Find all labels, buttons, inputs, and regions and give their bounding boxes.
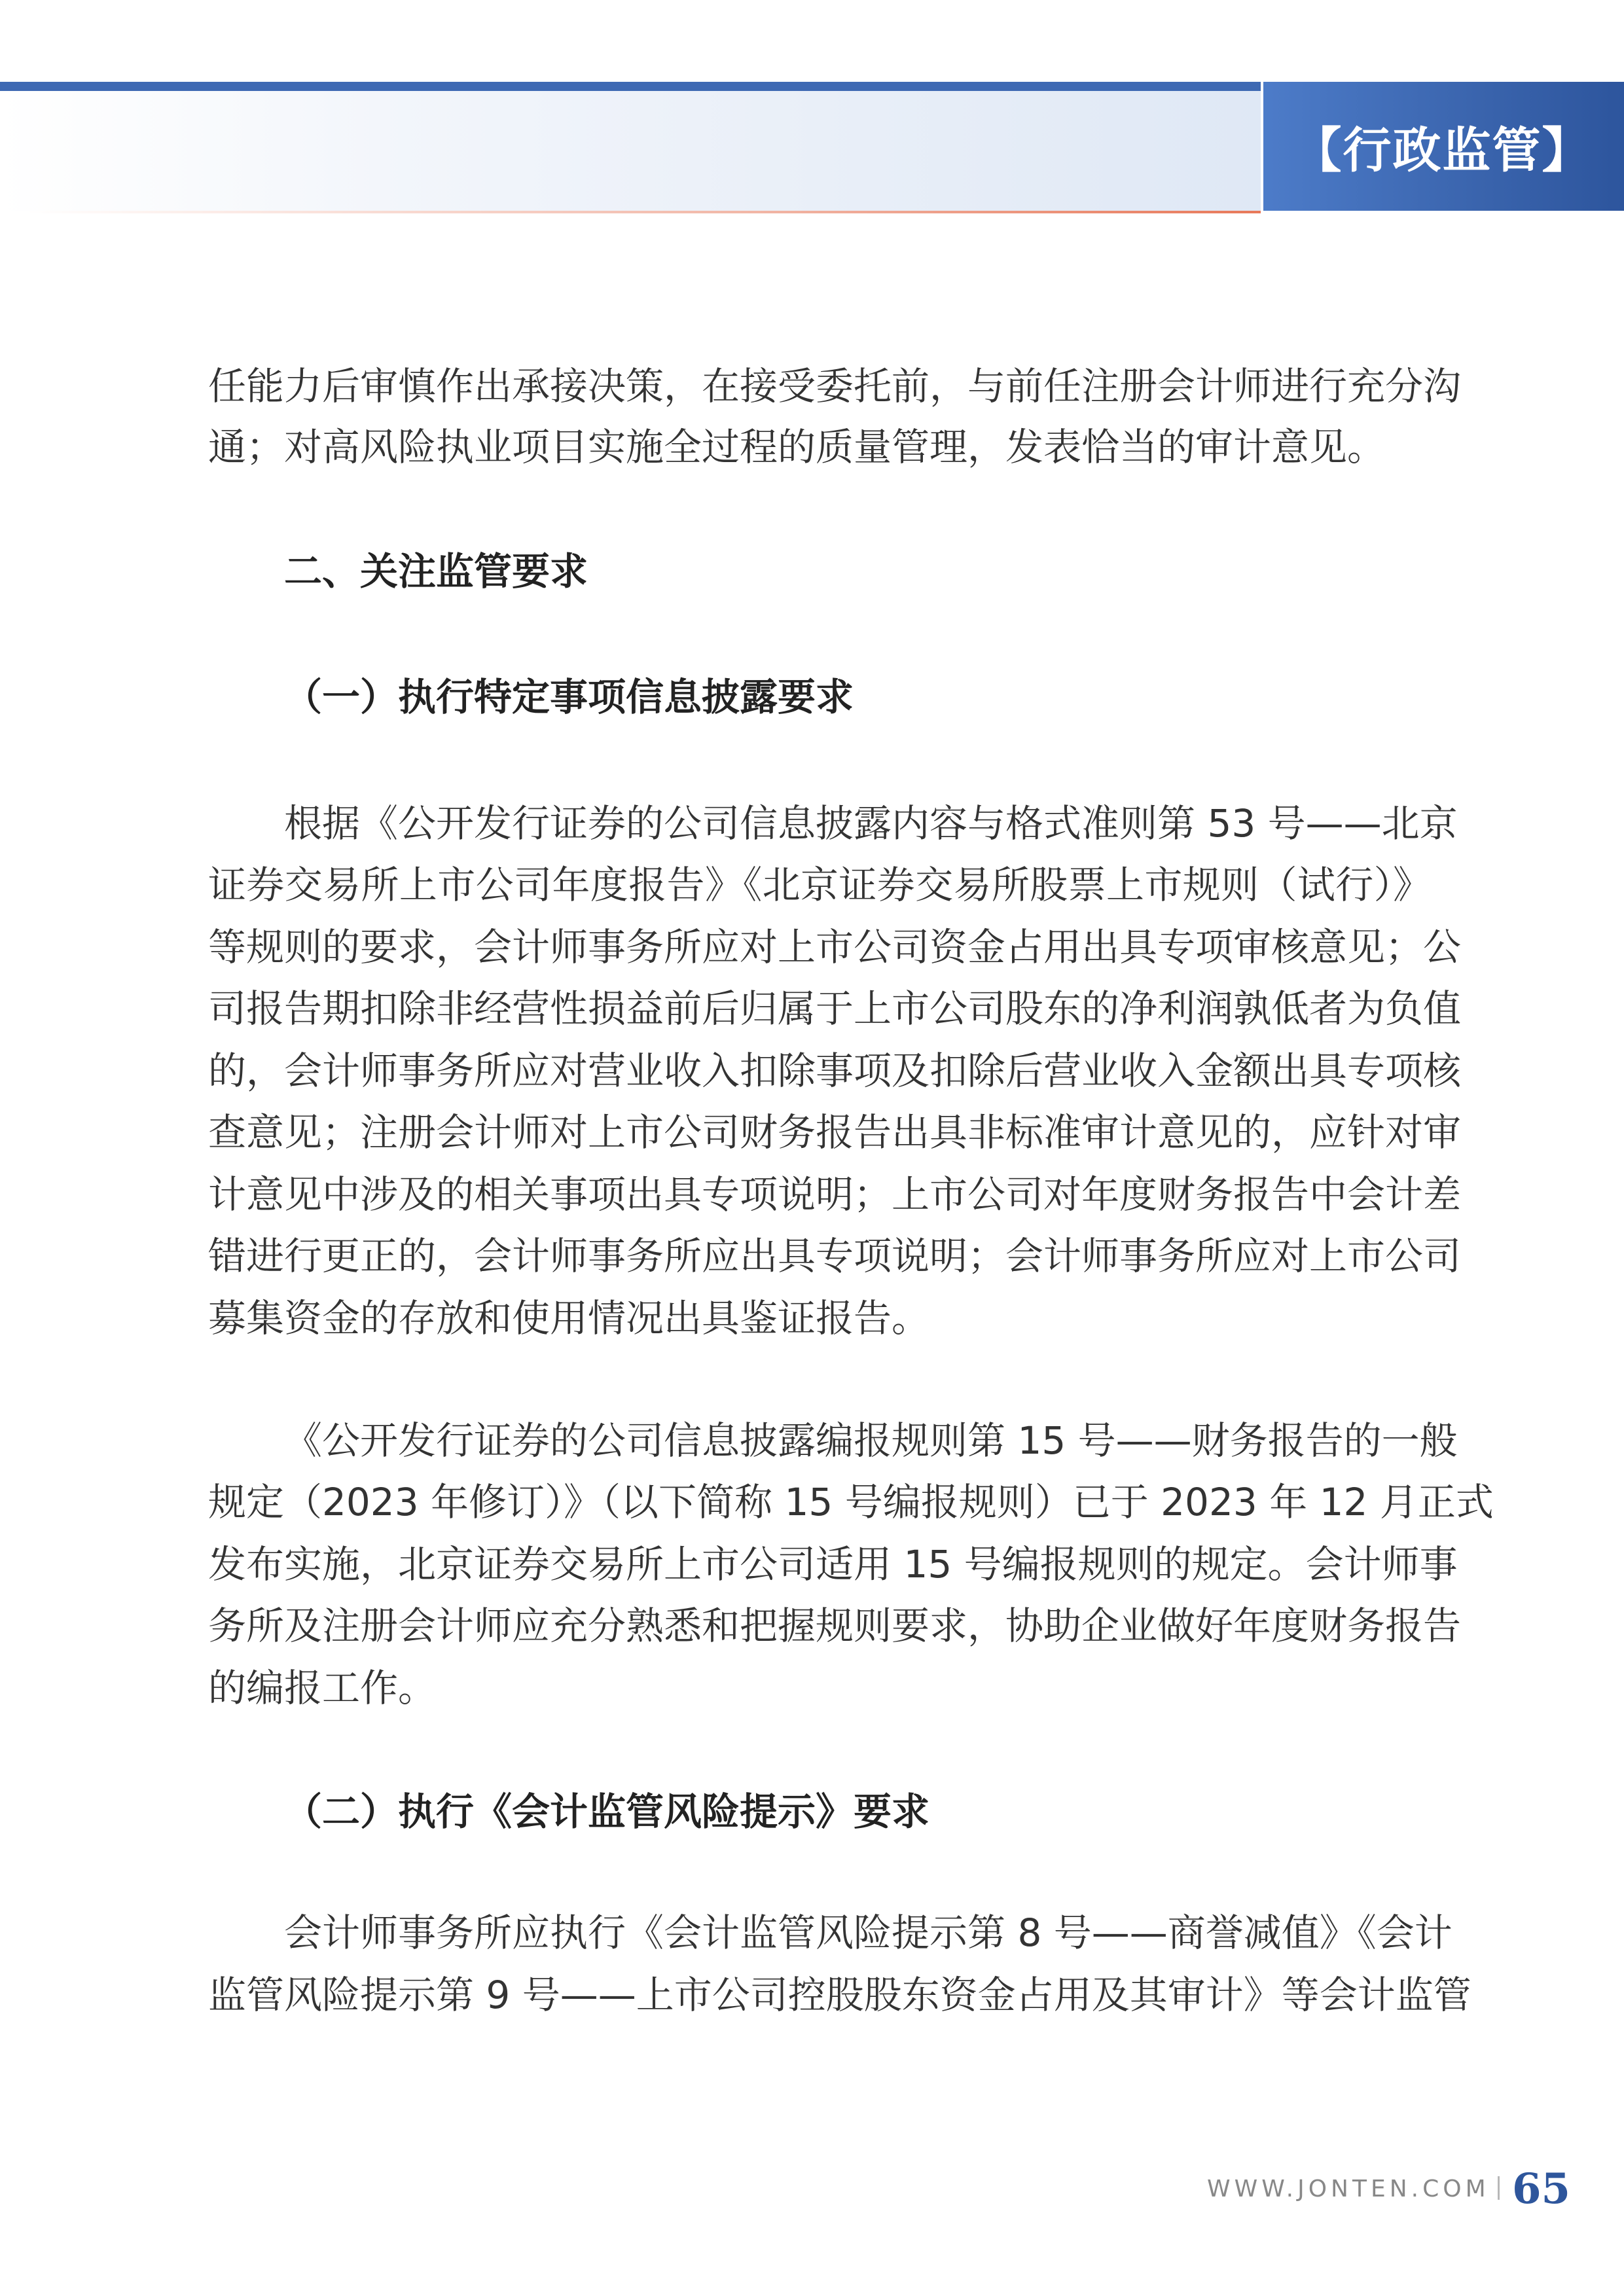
paragraph-line: 证券交易所上市公司年度报告》《北京证券交易所股票上市规则（试行）》: [208, 863, 1431, 907]
paragraph-line: 司报告期扣除非经营性损益前后归属于上市公司股东的净利润孰低者为负值: [208, 986, 1462, 1031]
paragraph-line: 根据《公开发行证券的公司信息披露内容与格式准则第 53 号——北京: [284, 801, 1458, 846]
paragraph-line: 务所及注册会计师应充分熟悉和把握规则要求，协助企业做好年度财务报告: [208, 1604, 1462, 1648]
paragraph-line: 发布实施，北京证券交易所上市公司适用 15 号编报规则的规定。会计师事: [208, 1542, 1458, 1587]
paragraph-line: 的，会计师事务所应对营业收入扣除事项及扣除后营业收入金额出具专项核: [208, 1049, 1462, 1093]
page-number: 65: [1512, 2164, 1571, 2214]
paragraph-line: 《公开发行证券的公司信息披露编报规则第 15 号——财务报告的一般: [284, 1418, 1458, 1463]
section-heading: 二、关注监管要求: [284, 549, 588, 594]
paragraph-line: 募集资金的存放和使用情况出具鉴证报告。: [208, 1296, 930, 1340]
paragraph-line: 任能力后审慎作出承接决策，在接受委托前，与前任注册会计师进行充分沟: [208, 364, 1462, 408]
header-top-line: [0, 82, 1261, 91]
header-band: [0, 91, 1261, 211]
section-tab: [1261, 82, 1624, 211]
section-label: 【行政监管】: [1293, 122, 1592, 179]
paragraph-line: 计意见中涉及的相关事项出具专项说明；上市公司对年度财务报告中会计差: [208, 1172, 1462, 1217]
paragraph-line: 等规则的要求，会计师事务所应对上市公司资金占用出具专项审核意见；公: [208, 925, 1462, 969]
subsection-heading: （一）执行特定事项信息披露要求: [284, 675, 854, 719]
paragraph-line: 查意见；注册会计师对上市公司财务报告出具非标准审计意见的，应针对审: [208, 1110, 1462, 1155]
paragraph-line: 通；对高风险执业项目实施全过程的质量管理，发表恰当的审计意见。: [208, 425, 1386, 469]
footer-website: WWW.JONTEN.COM: [1207, 2176, 1490, 2202]
subsection-heading: （二）执行《会计监管风险提示》要求: [284, 1789, 930, 1834]
paragraph-line: 错进行更正的，会计师事务所应出具专项说明；会计师事务所应对上市公司: [208, 1234, 1462, 1278]
paragraph-line: 规定（2023 年修订）》（以下简称 15 号编报规则）已于 2023 年 12 月正式: [208, 1480, 1494, 1524]
footer-separator: [1498, 2176, 1500, 2200]
paragraph-line: 的编报工作。: [208, 1666, 437, 1710]
paragraph-line: 会计师事务所应执行《会计监管风险提示第 8 号——商誉减值》《会计: [284, 1910, 1453, 1955]
header-divider: [26, 211, 1261, 213]
paragraph-line: 监管风险提示第 9 号——上市公司控股股东资金占用及其审计》等会计监管: [208, 1973, 1471, 2017]
